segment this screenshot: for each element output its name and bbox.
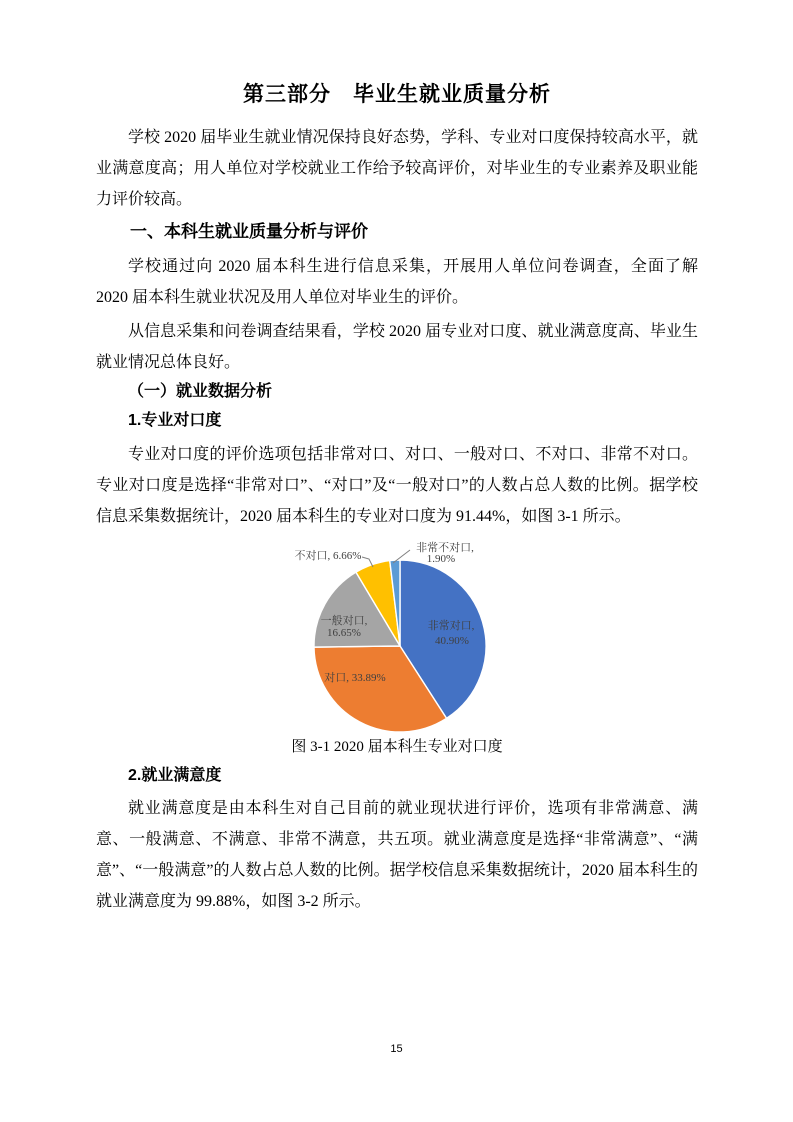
heading-data-analysis: （一）就业数据分析: [128, 383, 273, 400]
paragraph-intro: 学校 2020 届毕业生就业情况保持良好态势，学科、专业对口度保持较高水平，就业满意度高；用人单位对学校就业工作给予较高评价，对毕业生的专业素养及职业能力评价较高。: [96, 129, 698, 208]
figure-3-1-caption: 图 3-1 2020 届本科生专业对口度: [291, 739, 503, 755]
paragraph-matching: 专业对口度的评价选项包括非常对口、对口、一般对口、不对口、非常不对口。专业对口度是选择“非常对口”、“对口”及“一般对口”的人数占总人数的比例。据学校信息采集数据统计，2020 届本科生的专业对口度为 91.44%，如图 3-1 所示。: [96, 446, 698, 525]
pie-label-3: 不对口, 6.66%: [294, 550, 362, 562]
heading-job-satisfaction: 2.就业满意度: [128, 767, 222, 784]
pie-label-4: 1.90%: [426, 553, 456, 565]
paragraph-result: 从信息采集和问卷调查结果看，学校 2020 届专业对口度、就业满意度高、毕业生就业情况总体良好。: [96, 323, 698, 371]
pie-label-2: 一般对口,: [320, 615, 368, 627]
heading-major-matching: 1.专业对口度: [128, 412, 222, 429]
paragraph-survey: 学校通过向 2020 届本科生进行信息采集，开展用人单位问卷调查，全面了解 2020 届本科生就业状况及用人单位对毕业生的评价。: [96, 258, 698, 306]
pie-chart-svg: [180, 540, 620, 745]
pie-label-2: 16.65%: [327, 627, 361, 639]
pie-label-1: 对口, 33.89%: [324, 672, 386, 684]
pie-label-4: 非常不对口,: [416, 542, 474, 554]
heading-section-1: 一、本科生就业质量分析与评价: [130, 222, 368, 241]
page-title: 第三部分 毕业生就业质量分析: [243, 83, 551, 106]
pie-label-0: 40.90%: [435, 635, 469, 647]
paragraph-satisfaction: 就业满意度是由本科生对自己目前的就业现状进行评价，选项有非常满意、满意、一般满意、不满意、非常不满意，共五项。就业满意度是选择“非常满意”、“满意”、“一般满意”的人数占总人数的比例。据学校信息采集数据统计，2020 届本科生的就业满意度为 99.88%，如图 3-2 所示。: [96, 800, 698, 910]
pie-label-0: 非常对口,: [427, 620, 475, 632]
page-number: 15: [390, 1043, 403, 1055]
